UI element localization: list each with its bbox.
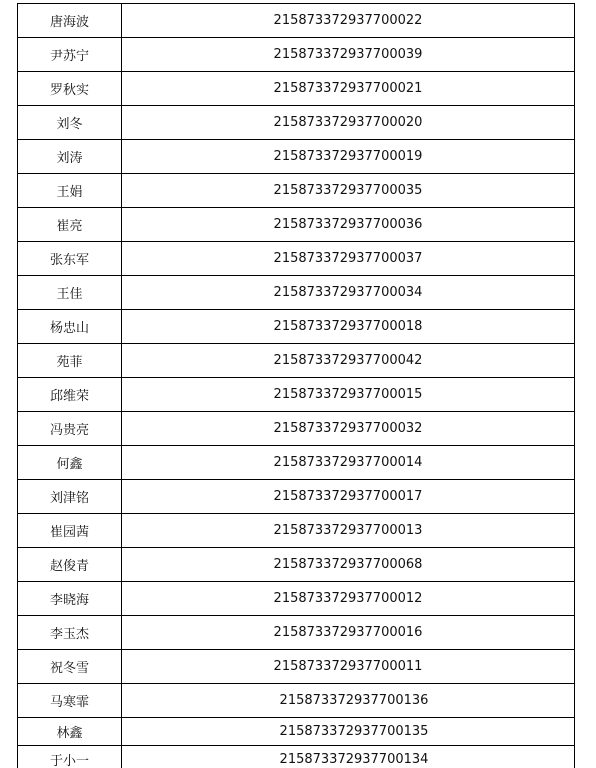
table-row xyxy=(18,412,575,446)
name-cell: 张东军 xyxy=(18,242,122,276)
roster-table-body xyxy=(18,4,575,768)
code-cell: 215873372937700032 xyxy=(122,412,575,446)
roster-table xyxy=(17,3,575,768)
name-cell: 赵俊青 xyxy=(18,548,122,582)
code-cell: 215873372937700042 xyxy=(122,344,575,378)
code-cell: 215873372937700136 xyxy=(122,684,575,718)
code-cell: 215873372937700018 xyxy=(122,310,575,344)
code-cell: 215873372937700039 xyxy=(122,38,575,72)
name-cell: 何鑫 xyxy=(18,446,122,480)
table-row xyxy=(18,378,575,412)
table-row xyxy=(18,276,575,310)
name-cell: 刘冬 xyxy=(18,106,122,140)
code-cell: 215873372937700068 xyxy=(122,548,575,582)
table-row xyxy=(18,140,575,174)
table-row xyxy=(18,514,575,548)
table-row xyxy=(18,174,575,208)
name-cell: 尹苏宁 xyxy=(18,38,122,72)
code-cell: 215873372937700021 xyxy=(122,72,575,106)
code-cell: 215873372937700011 xyxy=(122,650,575,684)
name-cell: 邱维荣 xyxy=(18,378,122,412)
code-cell: 215873372937700035 xyxy=(122,174,575,208)
table-row xyxy=(18,72,575,106)
code-cell: 215873372937700019 xyxy=(122,140,575,174)
name-cell: 林鑫 xyxy=(18,718,122,746)
table-row xyxy=(18,4,575,38)
table-row xyxy=(18,480,575,514)
table-row xyxy=(18,548,575,582)
code-cell: 215873372937700134 xyxy=(122,746,575,768)
name-cell: 于小一 xyxy=(18,746,122,768)
code-cell: 215873372937700015 xyxy=(122,378,575,412)
code-cell: 215873372937700036 xyxy=(122,208,575,242)
table-row xyxy=(18,242,575,276)
table-row xyxy=(18,208,575,242)
name-cell: 王佳 xyxy=(18,276,122,310)
table-row xyxy=(18,746,575,768)
code-cell: 215873372937700014 xyxy=(122,446,575,480)
code-cell: 215873372937700034 xyxy=(122,276,575,310)
code-cell: 215873372937700013 xyxy=(122,514,575,548)
table-row xyxy=(18,310,575,344)
code-cell: 215873372937700020 xyxy=(122,106,575,140)
name-cell: 马寒霏 xyxy=(18,684,122,718)
table-row xyxy=(18,344,575,378)
code-cell: 215873372937700017 xyxy=(122,480,575,514)
name-cell: 冯贵亮 xyxy=(18,412,122,446)
name-cell: 祝冬雪 xyxy=(18,650,122,684)
table-row xyxy=(18,616,575,650)
name-cell: 罗秋实 xyxy=(18,72,122,106)
name-cell: 崔园茜 xyxy=(18,514,122,548)
code-cell: 215873372937700022 xyxy=(122,4,575,38)
name-cell: 杨忠山 xyxy=(18,310,122,344)
code-cell: 215873372937700037 xyxy=(122,242,575,276)
table-row xyxy=(18,718,575,746)
name-cell: 崔亮 xyxy=(18,208,122,242)
name-cell: 苑菲 xyxy=(18,344,122,378)
name-cell: 李晓海 xyxy=(18,582,122,616)
table-row xyxy=(18,38,575,72)
name-cell: 刘津铭 xyxy=(18,480,122,514)
table-row xyxy=(18,684,575,718)
name-cell: 李玉杰 xyxy=(18,616,122,650)
name-cell: 唐海波 xyxy=(18,4,122,38)
table-row xyxy=(18,650,575,684)
code-cell: 215873372937700016 xyxy=(122,616,575,650)
name-cell: 刘涛 xyxy=(18,140,122,174)
table-row xyxy=(18,106,575,140)
name-cell: 王娟 xyxy=(18,174,122,208)
code-cell: 215873372937700135 xyxy=(122,718,575,746)
table-row xyxy=(18,446,575,480)
table-row xyxy=(18,582,575,616)
code-cell: 215873372937700012 xyxy=(122,582,575,616)
